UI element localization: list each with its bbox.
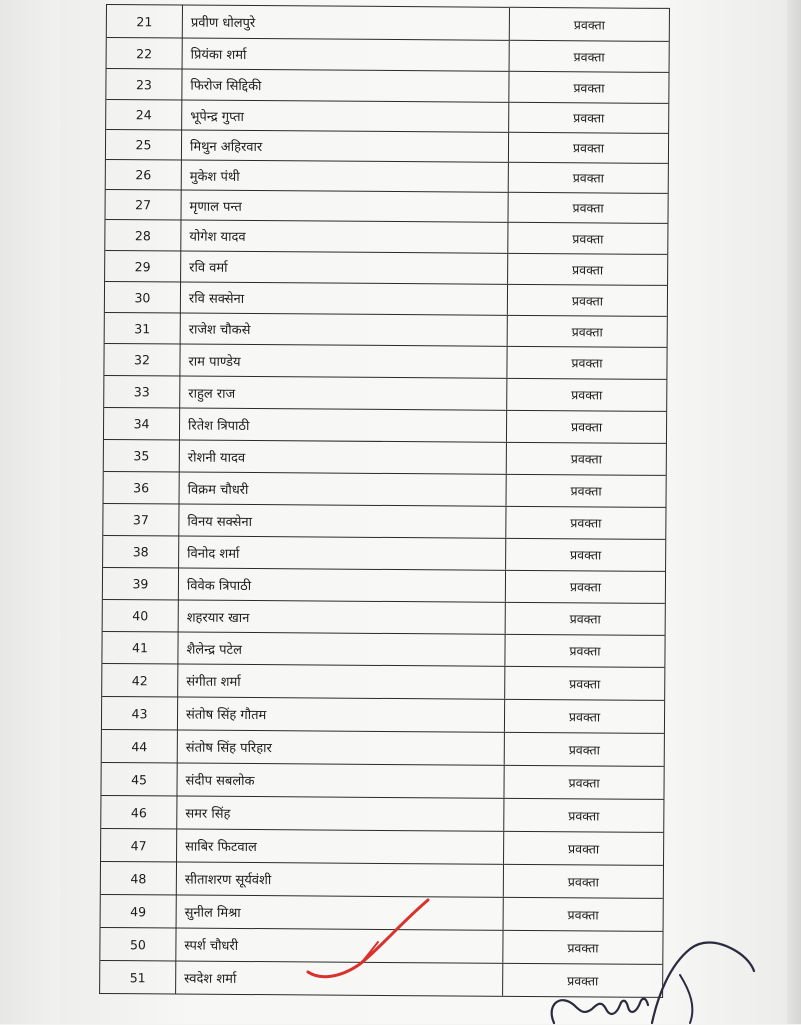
table-row <box>104 375 666 411</box>
designation-cell: प्रवक्ता <box>573 110 605 126</box>
table-row <box>102 663 664 700</box>
serial-number-cell: 43 <box>102 697 178 730</box>
member-name-cell: शैलेन्द्र पटेल <box>178 633 505 666</box>
designation-cell: प्रवक्ता <box>569 643 601 659</box>
designation-cell: प्रवक्ता <box>569 611 601 627</box>
designation-cell: प्रवक्ता <box>568 807 600 823</box>
designation-cell: प्रवक्ता <box>569 675 601 691</box>
serial-number-cell: 41 <box>102 632 178 664</box>
table-row <box>105 189 667 223</box>
designation-cell: प्रवक्ता <box>573 16 605 32</box>
serial-number-cell: 32 <box>104 344 180 376</box>
table-row <box>106 159 668 193</box>
member-name-cell: स्वदेश शर्मा <box>176 962 503 996</box>
designation-cell: प्रवक्ता <box>567 939 599 955</box>
table-row <box>102 729 664 766</box>
member-name-cell: रवि वर्मा <box>181 252 508 284</box>
table-row <box>105 250 667 285</box>
serial-number-cell: 23 <box>106 69 182 100</box>
table-row <box>104 407 666 443</box>
serial-number-cell: 27 <box>105 190 181 220</box>
table-row <box>104 439 666 475</box>
designation-cell: प्रवक्ता <box>567 840 600 856</box>
designation-cell: प्रवक्ता <box>570 547 602 563</box>
serial-number-cell: 36 <box>104 472 180 504</box>
serial-number-cell: 30 <box>105 282 181 313</box>
table-row <box>104 343 666 379</box>
serial-number-cell: 28 <box>105 220 181 251</box>
background-surface <box>0 0 60 1024</box>
table-row <box>104 471 666 507</box>
member-name-cell: स्पर्श चौधरी <box>176 929 503 963</box>
member-name-cell: फिरोज सिद्दिकी <box>182 70 509 102</box>
member-name-cell: प्रवीण धोलपुरे <box>183 6 510 40</box>
designation-cell: प्रवक्ता <box>571 355 603 371</box>
member-name-cell: सुनील मिश्रा <box>177 896 504 930</box>
serial-number-cell: 49 <box>101 895 177 928</box>
serial-number-cell: 21 <box>107 5 183 38</box>
designation-cell: प्रवक्ता <box>572 261 604 277</box>
designation-cell: प्रवक्ता <box>571 323 603 339</box>
serial-number-cell: 39 <box>103 568 179 600</box>
member-name-cell: मृणाल पन्त <box>181 191 508 222</box>
member-name-cell: समर सिंह <box>177 797 504 831</box>
table-row <box>102 631 664 667</box>
member-name-cell: शहरयार खान <box>179 601 506 634</box>
designation-cell: प्रवक्ता <box>569 579 602 595</box>
serial-number-cell: 22 <box>107 38 183 69</box>
member-name-cell: संतोष सिंह गौतम <box>178 698 505 732</box>
serial-number-cell: 33 <box>104 376 180 408</box>
designation-cell: प्रवक्ता <box>568 741 600 757</box>
member-name-cell: साबिर फिटवाल <box>177 830 504 864</box>
table-row <box>103 503 665 539</box>
member-name-cell: योगेश यादव <box>181 221 508 253</box>
member-name-cell: राहुल राज <box>180 377 507 410</box>
member-name-cell: संगीता शर्मा <box>178 665 505 699</box>
serial-number-cell: 35 <box>104 440 180 472</box>
member-name-cell: सीताशरण सूर्यवंशी <box>177 863 504 897</box>
red-pen-mark-icon <box>300 890 440 990</box>
member-name-cell: विवेक त्रिपाठी <box>179 569 506 602</box>
serial-number-cell: 51 <box>100 961 176 994</box>
member-name-cell: मिथुन अहिरवार <box>182 131 509 162</box>
serial-number-cell: 44 <box>102 730 178 763</box>
member-name-cell: भूपेन्द्र गुप्ता <box>182 101 509 132</box>
designation-cell: प्रवक्ता <box>572 200 604 216</box>
table-row <box>106 99 668 133</box>
serial-number-cell: 47 <box>101 829 177 862</box>
signature-icon <box>540 935 760 1025</box>
table-row <box>101 762 663 799</box>
member-name-cell: संदीप सबलोक <box>177 764 504 798</box>
designation-cell: प्रवक्ता <box>567 972 599 988</box>
designation-cell: प्रवक्ता <box>571 387 603 403</box>
page-shadow-edge <box>787 0 801 1024</box>
table-row <box>103 599 665 635</box>
member-name-cell: संतोष सिंह परिहार <box>178 731 505 765</box>
designation-cell: प्रवक्ता <box>570 419 603 435</box>
table-row <box>101 828 663 865</box>
serial-number-cell: 48 <box>101 862 177 895</box>
member-name-cell: विक्रम चौधरी <box>180 473 507 506</box>
table-row <box>103 535 665 571</box>
member-name-cell: रोशनी यादव <box>180 441 507 474</box>
table-row <box>105 312 667 347</box>
serial-number-cell: 34 <box>104 408 180 440</box>
serial-number-cell: 31 <box>105 313 181 344</box>
serial-number-cell: 24 <box>106 100 182 130</box>
member-name-cell: रवि सक्सेना <box>181 283 508 315</box>
designation-cell: प्रवक्ता <box>573 48 605 64</box>
designation-cell: प्रवक्ता <box>570 451 602 467</box>
member-name-cell: विनय सक्सेना <box>179 505 506 538</box>
serial-number-cell: 38 <box>103 536 179 568</box>
table-row <box>106 68 668 103</box>
table-row <box>107 4 669 41</box>
table-row <box>101 795 663 832</box>
serial-number-cell: 40 <box>103 600 179 632</box>
table-row <box>106 129 668 163</box>
designation-cell: प्रवक्ता <box>567 873 600 889</box>
table-row <box>102 696 664 733</box>
serial-number-cell: 46 <box>101 796 177 829</box>
serial-number-cell: 42 <box>102 664 178 697</box>
designation-cell: प्रवक्ता <box>571 292 604 308</box>
serial-number-cell: 29 <box>105 251 181 282</box>
serial-number-cell: 26 <box>106 160 182 190</box>
members-table <box>99 4 670 998</box>
member-name-cell: रितेश त्रिपाठी <box>180 409 507 442</box>
member-name-cell: राजेश चौकसे <box>181 314 508 346</box>
member-name-cell: प्रियंका शर्मा <box>183 39 510 71</box>
serial-number-cell: 50 <box>100 928 176 961</box>
designation-cell: प्रवक्ता <box>572 170 604 186</box>
table-row <box>105 219 667 254</box>
table-row <box>107 37 669 72</box>
table-row <box>103 567 665 603</box>
member-name-cell: राम पाण्डेय <box>180 345 507 378</box>
designation-cell: प्रवक्ता <box>573 79 605 95</box>
designation-cell: प्रवक्ता <box>570 483 602 499</box>
designation-cell: प्रवक्ता <box>570 515 602 531</box>
designation-cell: प्रवक्ता <box>568 774 600 790</box>
serial-number-cell: 37 <box>103 504 179 536</box>
designation-cell: प्रवक्ता <box>567 906 599 922</box>
serial-number-cell: 25 <box>106 130 182 160</box>
serial-number-cell: 45 <box>101 763 177 796</box>
member-name-cell: विनोद शर्मा <box>179 537 506 570</box>
table-row <box>105 281 667 316</box>
designation-cell: प्रवक्ता <box>572 230 604 246</box>
designation-cell: प्रवक्ता <box>572 140 605 156</box>
designation-cell: प्रवक्ता <box>568 708 601 724</box>
member-name-cell: मुकेश पंथी <box>182 161 509 192</box>
